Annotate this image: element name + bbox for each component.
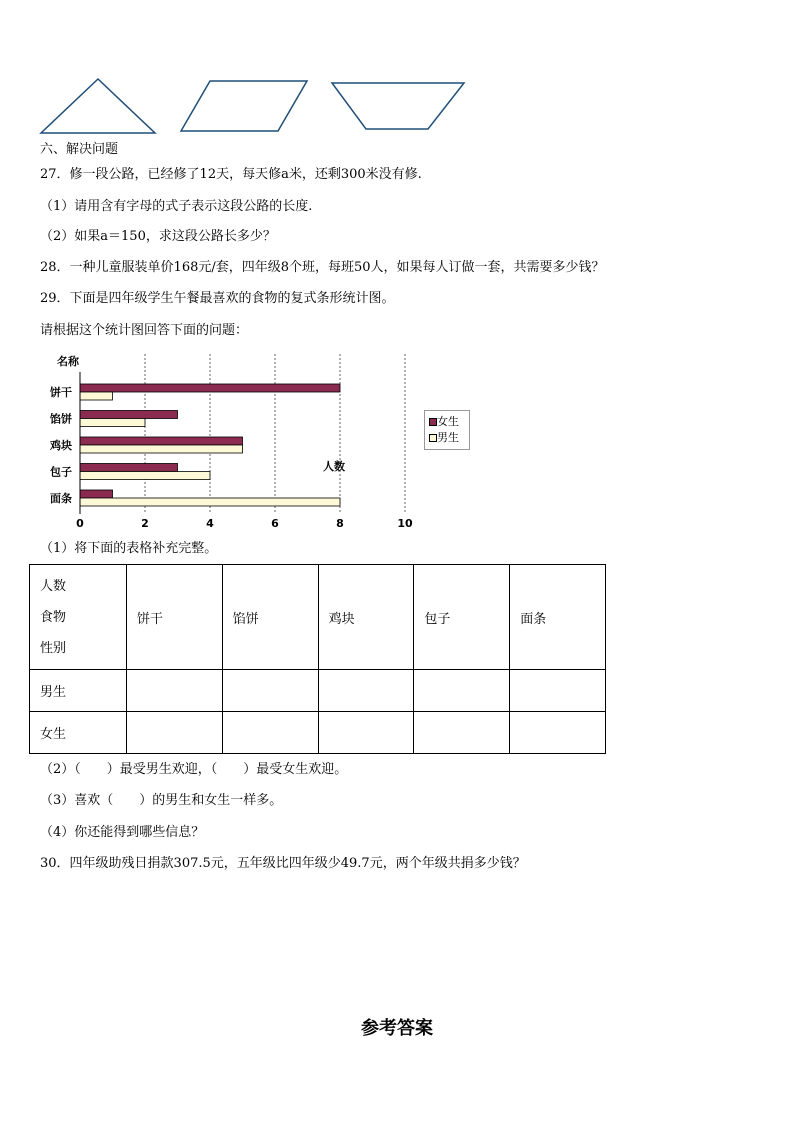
category-label: 馅饼: [50, 412, 72, 426]
category-label: 面条: [50, 492, 72, 505]
legend-item-boys: [429, 431, 459, 445]
column-header: 面条: [510, 565, 606, 670]
bar-girls: [80, 384, 340, 392]
question-28: 28．一种儿童服装单价168元/套，四年级8个班，每班50人，如果每人订做一套，共需要多少钱？: [40, 260, 605, 275]
x-tick-label: 4: [206, 517, 214, 530]
legend-swatch-girls: [429, 418, 437, 426]
corner-label-gender: 性别: [40, 640, 67, 656]
chart-gridlines: [145, 354, 405, 514]
answer-cell[interactable]: [510, 712, 606, 754]
answer-cell[interactable]: [318, 670, 414, 712]
answer-cell[interactable]: [414, 670, 510, 712]
bar-boys: [80, 445, 243, 453]
corner-label-count: 人数: [40, 578, 67, 594]
question-29-part-1: （1）将下面的表格补充完整。: [40, 541, 218, 556]
chart-category-labels: [49, 385, 72, 505]
row-label: 女生: [30, 712, 127, 754]
question-27-part-2: （2）如果a＝150，求这段公路长多少？: [40, 229, 276, 244]
legend-item-girls: [429, 415, 459, 429]
bar-girls: [80, 464, 178, 472]
answer-cell[interactable]: [318, 712, 414, 754]
answer-cell[interactable]: [127, 670, 223, 712]
question-27-part-1: （1）请用含有字母的式子表示这段公路的长度.: [40, 199, 313, 214]
table-header-row: [30, 565, 606, 670]
column-header: 鸡块: [318, 565, 414, 670]
question-29-part-3: （3）喜欢（ ）的男生和女生一样多。: [40, 793, 283, 808]
parallelogram-figure: [181, 81, 307, 131]
x-axis-title: 人数: [323, 460, 345, 473]
bar-girls: [80, 411, 178, 419]
bar-boys: [80, 498, 340, 506]
x-tick-label: 10: [397, 517, 413, 530]
answer-cell[interactable]: [510, 670, 606, 712]
column-header: 饼干: [127, 565, 223, 670]
question-29-part-2: （2）（ ）最受男生欢迎，（ ）最受女生欢迎。: [40, 762, 348, 777]
legend-label-boys: 男生: [437, 431, 459, 444]
question-29-part-4: （4）你还能得到哪些信息？: [40, 825, 205, 840]
bar-chart: [36, 348, 476, 534]
table-row: [30, 670, 606, 712]
chart-legend: [424, 410, 470, 450]
x-tick-label: 8: [336, 517, 344, 530]
answer-cell[interactable]: [127, 712, 223, 754]
question-30: 30．四年级助残日捐款307.5元，五年级比四年级少49.7元，两个年级共捐多少钱？: [40, 856, 526, 871]
table-row: [30, 712, 606, 754]
corner-label-food: 食物: [40, 609, 67, 625]
category-label: 鸡块: [50, 439, 72, 452]
answer-cell[interactable]: [222, 712, 318, 754]
bar-girls: [80, 437, 243, 445]
fill-in-table: [29, 564, 606, 754]
legend-label-girls: 女生: [437, 415, 459, 428]
bar-girls: [80, 490, 113, 498]
answer-cell[interactable]: [414, 712, 510, 754]
question-29-instruction: 请根据这个统计图回答下面的问题：: [40, 323, 249, 338]
answer-key-title: 参考答案: [361, 1018, 433, 1039]
legend-swatch-boys: [429, 434, 437, 442]
x-tick-label: 0: [76, 517, 84, 530]
x-tick-label: 6: [271, 517, 279, 530]
trapezoid-figure: [332, 83, 464, 129]
category-label: 包子: [50, 465, 72, 479]
row-label: 男生: [30, 670, 127, 712]
question-27: 27．修一段公路，已经修了12天，每天修a米，还剩300米没有修.: [40, 167, 422, 182]
table-corner-cell: [30, 565, 127, 670]
geometry-figures: [0, 0, 794, 140]
column-header: 包子: [414, 565, 510, 670]
bar-boys: [80, 419, 145, 427]
section-heading: 六、解决问题: [40, 142, 119, 157]
chart-tick-labels: [76, 517, 413, 530]
bar-boys: [80, 392, 113, 400]
column-header: 馅饼: [222, 565, 318, 670]
x-tick-label: 2: [141, 517, 149, 530]
bar-boys: [80, 472, 210, 480]
triangle-figure: [41, 79, 155, 133]
category-label: 饼干: [50, 386, 72, 399]
y-axis-title: 名称: [57, 355, 79, 368]
answer-cell[interactable]: [222, 670, 318, 712]
question-29: 29．下面是四年级学生午餐最喜欢的食物的复式条形统计图。: [40, 291, 395, 306]
